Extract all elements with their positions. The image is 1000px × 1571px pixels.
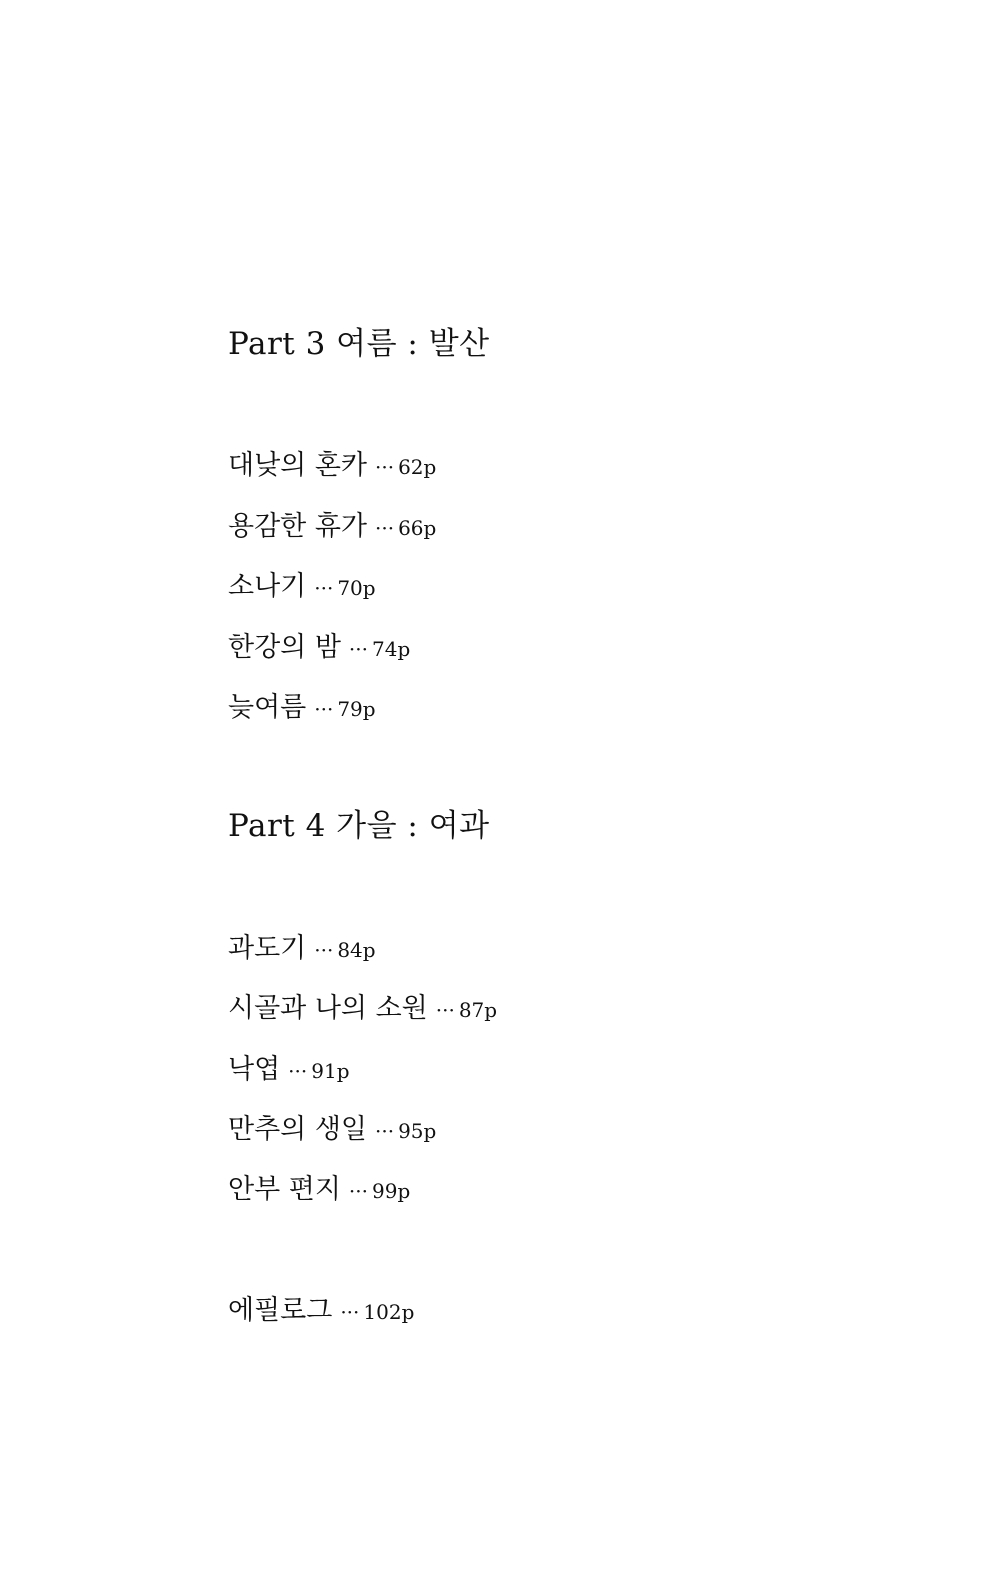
toc-entry-page: 84p bbox=[337, 938, 376, 962]
toc-entry-leader: ··· bbox=[314, 938, 334, 962]
toc-entry-title: 소나기 bbox=[228, 571, 307, 602]
toc-entry[interactable] bbox=[228, 507, 436, 547]
toc-entry-title: 한강의 밤 bbox=[228, 632, 341, 663]
toc-entry-title: 늦여름 bbox=[228, 692, 307, 723]
toc-entry-page: 91p bbox=[311, 1059, 350, 1083]
toc-entry[interactable] bbox=[228, 929, 376, 969]
part-3-title: Part 3 여름 : 발산 bbox=[228, 326, 490, 362]
toc-entry-leader: ··· bbox=[435, 998, 455, 1022]
part-4-title: Part 4 가을 : 여과 bbox=[228, 808, 490, 844]
toc-entry-leader: ··· bbox=[375, 516, 395, 540]
toc-entry-page: 74p bbox=[372, 637, 411, 661]
toc-entry-leader: ··· bbox=[340, 1300, 360, 1324]
toc-entry-page: 99p bbox=[372, 1179, 411, 1203]
epilogue-entry[interactable] bbox=[228, 1291, 414, 1331]
toc-entry-title: 안부 편지 bbox=[228, 1174, 341, 1205]
toc-entry-title: 용감한 휴가 bbox=[228, 511, 367, 542]
toc-entry-title: 시골과 나의 소원 bbox=[228, 993, 428, 1024]
toc-entry-page: 79p bbox=[337, 697, 376, 721]
toc-entry-title: 과도기 bbox=[228, 933, 307, 964]
toc-entry-title: 에필로그 bbox=[228, 1295, 333, 1326]
toc-entry[interactable] bbox=[228, 688, 376, 728]
toc-entry-title: 만추의 생일 bbox=[228, 1114, 367, 1145]
toc-entry-leader: ··· bbox=[314, 576, 334, 600]
toc-entry-title: 대낮의 혼카 bbox=[228, 450, 367, 481]
toc-entry-page: 66p bbox=[398, 516, 437, 540]
toc-entry[interactable] bbox=[228, 567, 376, 607]
toc-entry[interactable] bbox=[228, 1110, 436, 1150]
toc-entry-leader: ··· bbox=[375, 1119, 395, 1143]
toc-entry[interactable] bbox=[228, 989, 497, 1029]
toc-entry-page: 102p bbox=[363, 1300, 415, 1324]
toc-entry-leader: ··· bbox=[314, 697, 334, 721]
toc-entry[interactable] bbox=[228, 1170, 410, 1210]
toc-entry-page: 70p bbox=[337, 576, 376, 600]
toc-entry[interactable] bbox=[228, 1050, 350, 1090]
toc-entry-leader: ··· bbox=[348, 1179, 368, 1203]
table-of-contents bbox=[228, 0, 928, 1571]
toc-entry[interactable] bbox=[228, 446, 436, 486]
toc-entry-page: 62p bbox=[398, 455, 437, 479]
toc-entry-page: 95p bbox=[398, 1119, 437, 1143]
toc-entry-leader: ··· bbox=[375, 455, 395, 479]
toc-entry-page: 87p bbox=[458, 998, 498, 1022]
toc-entry[interactable] bbox=[228, 628, 410, 668]
toc-entry-leader: ··· bbox=[288, 1059, 308, 1083]
toc-entry-title: 낙엽 bbox=[228, 1054, 281, 1085]
toc-entry-leader: ··· bbox=[348, 637, 368, 661]
